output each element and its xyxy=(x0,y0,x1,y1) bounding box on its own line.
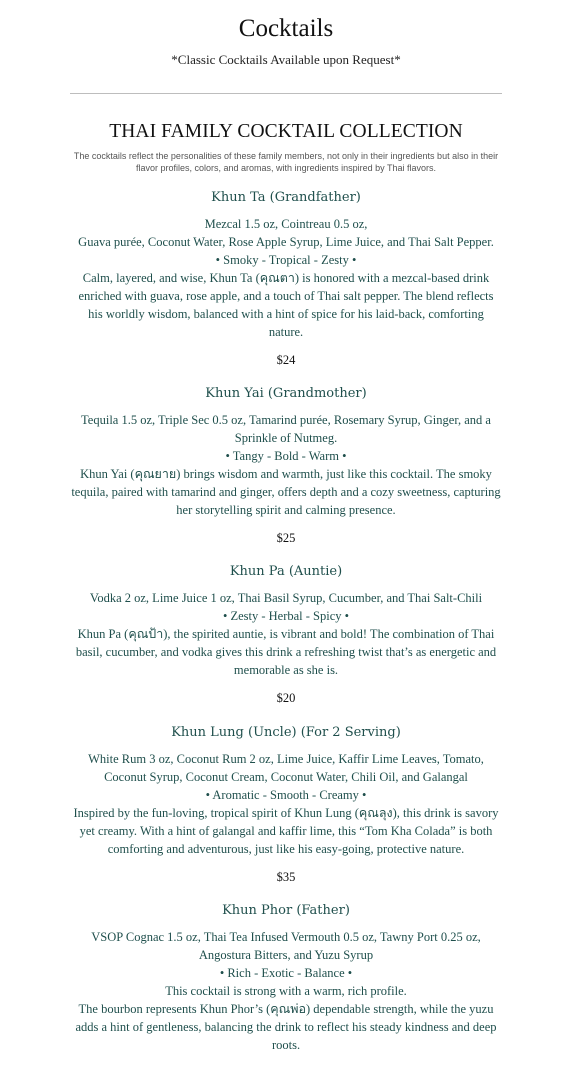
drink-description: Khun Yai (คุณยาย) brings wisdom and warmth, just like this cocktail. The smoky tequila, paired with tamarind and ginger, offers depth and a cozy sweetness, capturing her storytelling spirit and calming presence. xyxy=(71,467,501,517)
drink-description: Inspired by the fun-loving, tropical spirit of Khun Lung (คุณลุง), this drink is savory yet creamy. With a hint of galangal and kaffir lime, this “Tom Kha Colada” is both comforting and adventurous, just like his easy-going, protective nature. xyxy=(73,806,499,856)
drink-ingredients: White Rum 3 oz, Coconut Rum 2 oz, Lime Juice, Kaffir Lime Leaves, Tomato, Coconut Syrup, Coconut Cream, Coconut Water, Chili Oil, and Galangal xyxy=(88,752,484,784)
drink-khun-ta xyxy=(66,189,506,369)
drink-description: The bourbon represents Khun Phor’s (คุณพ่อ) dependable strength, while the yuzu adds a hint of gentleness, balancing the drink to reflect his steady kindness and deep roots. xyxy=(75,1002,497,1052)
drink-name: Khun Ta (Grandfather) xyxy=(211,190,361,205)
collection-intro: The cocktails reflect the personalities of these family members, not only in their ingredients but also in their flavor profiles, colors, and aromas, with ingredients inspired by Thai flavors. xyxy=(73,151,499,173)
drink-description: Calm, layered, and wise, Khun Ta (คุณตา) is honored with a mezcal-based drink enriched with guava, rose apple, and a touch of Thai salt pepper. The blend reflects his worldly wisdom, balanced with a hint of spice for his laid-back, comforting nature. xyxy=(78,271,494,339)
drink-price: $35 xyxy=(276,870,296,884)
drink-flavor-notes: • Zesty - Herbal - Spicy • xyxy=(222,609,350,623)
drink-flavor-notes: • Rich - Exotic - Balance • xyxy=(219,966,353,980)
page-title: Cocktails xyxy=(238,15,334,42)
drink-price: $20 xyxy=(276,691,296,705)
section-divider xyxy=(70,93,502,94)
drink-description-line: This cocktail is strong with a warm, rich profile. xyxy=(165,984,407,998)
drink-khun-lung xyxy=(66,724,506,886)
drink-name: Khun Yai (Grandmother) xyxy=(205,386,367,401)
drink-name: Khun Phor (Father) xyxy=(222,903,350,918)
drink-ingredients: VSOP Cognac 1.5 oz, Thai Tea Infused Vermouth 0.5 oz, Tawny Port 0.25 oz, Angostura Bitters, and Yuzu Syrup xyxy=(91,930,481,962)
drink-khun-pa xyxy=(66,563,506,707)
drink-price: $24 xyxy=(276,353,296,367)
drink-ingredients: Vodka 2 oz, Lime Juice 1 oz, Thai Basil Syrup, Cucumber, and Thai Salt-Chili xyxy=(89,591,483,605)
drink-ingredients-line: Mezcal 1.5 oz, Cointreau 0.5 oz, xyxy=(204,217,368,231)
drink-name: Khun Lung (Uncle) (For 2 Serving) xyxy=(171,725,401,740)
drink-ingredients: Tequila 1.5 oz, Triple Sec 0.5 oz, Tamarind purée, Rosemary Syrup, Ginger, and a Sprinkle of Nutmeg. xyxy=(81,413,491,445)
drink-name: Khun Pa (Auntie) xyxy=(229,564,343,579)
drink-flavor-notes: • Smoky - Tropical - Zesty • xyxy=(215,253,357,267)
drink-flavor-notes: • Aromatic - Smooth - Creamy • xyxy=(205,788,367,802)
drink-description: Khun Pa (คุณป้า), the spirited auntie, is vibrant and bold! The combination of Thai basil, cucumber, and vodka gives this drink a refreshing twist that’s as energetic and memorable as she is. xyxy=(75,627,497,677)
drink-price: $25 xyxy=(276,531,296,545)
page-subtitle: *Classic Cocktails Available upon Request* xyxy=(171,52,401,67)
drink-ingredients-line: Guava purée, Coconut Water, Rose Apple Syrup, Lime Juice, and Thai Salt Pepper. xyxy=(78,235,494,249)
drink-khun-yai xyxy=(66,385,506,547)
collection-title: THAI FAMILY COCKTAIL COLLECTION xyxy=(109,121,463,142)
drink-khun-phor xyxy=(66,902,506,1054)
drink-ingredients xyxy=(66,215,506,251)
drink-flavor-notes: • Tangy - Bold - Warm • xyxy=(225,449,347,463)
